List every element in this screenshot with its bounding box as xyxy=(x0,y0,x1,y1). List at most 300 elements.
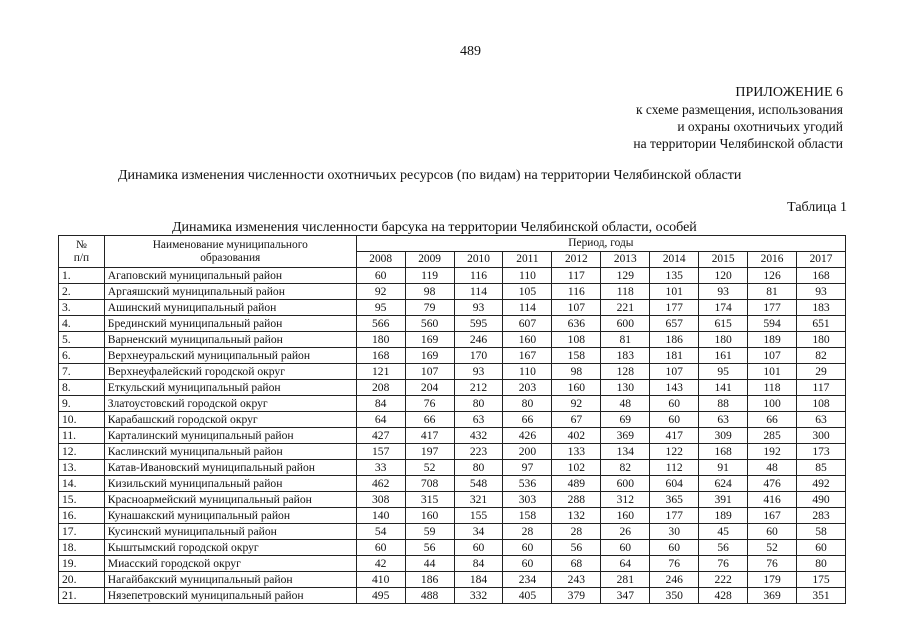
value-cell: 157 xyxy=(356,444,405,460)
value-cell: 283 xyxy=(797,508,846,524)
value-cell: 183 xyxy=(601,348,650,364)
municipality-name: Златоустовский городской округ xyxy=(104,396,356,412)
value-cell: 416 xyxy=(748,492,797,508)
row-number: 13. xyxy=(59,460,105,476)
value-cell: 107 xyxy=(552,300,601,316)
value-cell: 85 xyxy=(797,460,846,476)
value-cell: 76 xyxy=(748,556,797,572)
value-cell: 60 xyxy=(650,540,699,556)
table-row xyxy=(59,508,846,524)
value-cell: 119 xyxy=(405,268,454,284)
table-caption: Динамика изменения численности барсука на территории Челябинской области, особей xyxy=(172,220,697,235)
value-cell: 98 xyxy=(552,364,601,380)
value-cell: 208 xyxy=(356,380,405,396)
value-cell: 76 xyxy=(699,556,748,572)
header-year: 2008 xyxy=(356,252,405,268)
value-cell: 379 xyxy=(552,588,601,604)
header-year: 2010 xyxy=(454,252,503,268)
row-number: 20. xyxy=(59,572,105,588)
value-cell: 624 xyxy=(699,476,748,492)
value-cell: 200 xyxy=(503,444,552,460)
value-cell: 160 xyxy=(601,508,650,524)
value-cell: 134 xyxy=(601,444,650,460)
value-cell: 180 xyxy=(699,332,748,348)
value-cell: 192 xyxy=(748,444,797,460)
value-cell: 203 xyxy=(503,380,552,396)
value-cell: 167 xyxy=(503,348,552,364)
value-cell: 97 xyxy=(503,460,552,476)
municipality-name: Карабашский городской округ xyxy=(104,412,356,428)
value-cell: 60 xyxy=(356,268,405,284)
table-row xyxy=(59,556,846,572)
value-cell: 28 xyxy=(503,524,552,540)
value-cell: 369 xyxy=(748,588,797,604)
value-cell: 52 xyxy=(405,460,454,476)
value-cell: 140 xyxy=(356,508,405,524)
value-cell: 60 xyxy=(503,556,552,572)
value-cell: 63 xyxy=(699,412,748,428)
value-cell: 60 xyxy=(356,540,405,556)
value-cell: 107 xyxy=(405,364,454,380)
municipality-name: Красноармейский муниципальный район xyxy=(104,492,356,508)
row-number: 11. xyxy=(59,428,105,444)
value-cell: 48 xyxy=(601,396,650,412)
value-cell: 93 xyxy=(454,300,503,316)
value-cell: 88 xyxy=(699,396,748,412)
value-cell: 93 xyxy=(454,364,503,380)
value-cell: 126 xyxy=(748,268,797,284)
value-cell: 68 xyxy=(552,556,601,572)
table-row xyxy=(59,444,846,460)
table-label: Таблица 1 xyxy=(787,200,847,215)
value-cell: 615 xyxy=(699,316,748,332)
table-header-row-1 xyxy=(59,236,846,252)
value-cell: 80 xyxy=(503,396,552,412)
value-cell: 107 xyxy=(748,348,797,364)
table-row xyxy=(59,476,846,492)
value-cell: 121 xyxy=(356,364,405,380)
value-cell: 114 xyxy=(503,300,552,316)
value-cell: 160 xyxy=(503,332,552,348)
header-year: 2015 xyxy=(699,252,748,268)
population-table xyxy=(58,235,846,604)
appendix-title: ПРИЛОЖЕНИЕ 6 xyxy=(735,85,843,100)
value-cell: 93 xyxy=(699,284,748,300)
value-cell: 48 xyxy=(748,460,797,476)
header-num-line-1: № xyxy=(75,238,87,251)
value-cell: 197 xyxy=(405,444,454,460)
municipality-name: Нагайбакский муниципальный район xyxy=(104,572,356,588)
value-cell: 60 xyxy=(503,540,552,556)
value-cell: 95 xyxy=(356,300,405,316)
value-cell: 417 xyxy=(650,428,699,444)
value-cell: 141 xyxy=(699,380,748,396)
value-cell: 64 xyxy=(356,412,405,428)
value-cell: 173 xyxy=(797,444,846,460)
value-cell: 427 xyxy=(356,428,405,444)
municipality-name: Брединский муниципальный район xyxy=(104,316,356,332)
row-number: 16. xyxy=(59,508,105,524)
value-cell: 29 xyxy=(797,364,846,380)
value-cell: 80 xyxy=(454,460,503,476)
value-cell: 243 xyxy=(552,572,601,588)
header-name-line-2: образования xyxy=(200,251,261,264)
table-row xyxy=(59,460,846,476)
value-cell: 60 xyxy=(454,540,503,556)
value-cell: 168 xyxy=(699,444,748,460)
value-cell: 118 xyxy=(601,284,650,300)
table-row xyxy=(59,316,846,332)
value-cell: 34 xyxy=(454,524,503,540)
value-cell: 76 xyxy=(405,396,454,412)
value-cell: 708 xyxy=(405,476,454,492)
row-number: 8. xyxy=(59,380,105,396)
header-year: 2014 xyxy=(650,252,699,268)
value-cell: 600 xyxy=(601,316,650,332)
value-cell: 309 xyxy=(699,428,748,444)
value-cell: 288 xyxy=(552,492,601,508)
value-cell: 98 xyxy=(405,284,454,300)
row-number: 2. xyxy=(59,284,105,300)
municipality-name: Кусинский муниципальный район xyxy=(104,524,356,540)
value-cell: 116 xyxy=(454,268,503,284)
value-cell: 101 xyxy=(748,364,797,380)
row-number: 15. xyxy=(59,492,105,508)
value-cell: 91 xyxy=(699,460,748,476)
value-cell: 183 xyxy=(797,300,846,316)
row-number: 6. xyxy=(59,348,105,364)
value-cell: 114 xyxy=(454,284,503,300)
value-cell: 108 xyxy=(797,396,846,412)
value-cell: 26 xyxy=(601,524,650,540)
table-row xyxy=(59,332,846,348)
value-cell: 52 xyxy=(748,540,797,556)
value-cell: 212 xyxy=(454,380,503,396)
value-cell: 101 xyxy=(650,284,699,300)
value-cell: 92 xyxy=(552,396,601,412)
municipality-name: Нязепетровский муниципальный район xyxy=(104,588,356,604)
value-cell: 42 xyxy=(356,556,405,572)
table-row xyxy=(59,364,846,380)
value-cell: 128 xyxy=(601,364,650,380)
value-cell: 129 xyxy=(601,268,650,284)
value-cell: 102 xyxy=(552,460,601,476)
value-cell: 133 xyxy=(552,444,601,460)
value-cell: 391 xyxy=(699,492,748,508)
value-cell: 281 xyxy=(601,572,650,588)
table-row xyxy=(59,540,846,556)
value-cell: 169 xyxy=(405,348,454,364)
header-period: Период, годы xyxy=(356,236,845,252)
value-cell: 44 xyxy=(405,556,454,572)
value-cell: 189 xyxy=(748,332,797,348)
value-cell: 221 xyxy=(601,300,650,316)
value-cell: 428 xyxy=(699,588,748,604)
value-cell: 432 xyxy=(454,428,503,444)
value-cell: 64 xyxy=(601,556,650,572)
value-cell: 369 xyxy=(601,428,650,444)
municipality-name: Варненский муниципальный район xyxy=(104,332,356,348)
value-cell: 158 xyxy=(552,348,601,364)
value-cell: 105 xyxy=(503,284,552,300)
value-cell: 56 xyxy=(699,540,748,556)
municipality-name: Каслинский муниципальный район xyxy=(104,444,356,460)
value-cell: 161 xyxy=(699,348,748,364)
value-cell: 186 xyxy=(650,332,699,348)
value-cell: 351 xyxy=(797,588,846,604)
table-row xyxy=(59,572,846,588)
value-cell: 462 xyxy=(356,476,405,492)
value-cell: 120 xyxy=(699,268,748,284)
header-num xyxy=(59,236,105,268)
value-cell: 490 xyxy=(797,492,846,508)
value-cell: 79 xyxy=(405,300,454,316)
table-row xyxy=(59,588,846,604)
municipality-name: Кунашакский муниципальный район xyxy=(104,508,356,524)
value-cell: 222 xyxy=(699,572,748,588)
value-cell: 223 xyxy=(454,444,503,460)
value-cell: 63 xyxy=(454,412,503,428)
value-cell: 651 xyxy=(797,316,846,332)
value-cell: 84 xyxy=(454,556,503,572)
value-cell: 410 xyxy=(356,572,405,588)
value-cell: 174 xyxy=(699,300,748,316)
value-cell: 76 xyxy=(650,556,699,572)
value-cell: 158 xyxy=(503,508,552,524)
municipality-name: Кизильский муниципальный район xyxy=(104,476,356,492)
value-cell: 303 xyxy=(503,492,552,508)
value-cell: 426 xyxy=(503,428,552,444)
value-cell: 170 xyxy=(454,348,503,364)
value-cell: 54 xyxy=(356,524,405,540)
row-number: 12. xyxy=(59,444,105,460)
value-cell: 107 xyxy=(650,364,699,380)
value-cell: 180 xyxy=(797,332,846,348)
value-cell: 117 xyxy=(552,268,601,284)
municipality-name: Кыштымский городской округ xyxy=(104,540,356,556)
municipality-name: Ашинский муниципальный район xyxy=(104,300,356,316)
table-row xyxy=(59,300,846,316)
value-cell: 492 xyxy=(797,476,846,492)
value-cell: 321 xyxy=(454,492,503,508)
value-cell: 95 xyxy=(699,364,748,380)
value-cell: 135 xyxy=(650,268,699,284)
row-number: 5. xyxy=(59,332,105,348)
value-cell: 594 xyxy=(748,316,797,332)
value-cell: 285 xyxy=(748,428,797,444)
value-cell: 130 xyxy=(601,380,650,396)
row-number: 21. xyxy=(59,588,105,604)
row-number: 18. xyxy=(59,540,105,556)
value-cell: 66 xyxy=(405,412,454,428)
value-cell: 160 xyxy=(552,380,601,396)
value-cell: 300 xyxy=(797,428,846,444)
municipality-name: Агаповский муниципальный район xyxy=(104,268,356,284)
value-cell: 82 xyxy=(601,460,650,476)
value-cell: 365 xyxy=(650,492,699,508)
appendix-line-2: и охраны охотничьих угодий xyxy=(677,119,843,134)
table-row xyxy=(59,492,846,508)
appendix-line-3: на территории Челябинской области xyxy=(633,136,843,151)
header-year: 2013 xyxy=(601,252,650,268)
value-cell: 160 xyxy=(405,508,454,524)
value-cell: 595 xyxy=(454,316,503,332)
value-cell: 80 xyxy=(454,396,503,412)
value-cell: 66 xyxy=(748,412,797,428)
value-cell: 84 xyxy=(356,396,405,412)
value-cell: 177 xyxy=(650,508,699,524)
value-cell: 116 xyxy=(552,284,601,300)
row-number: 7. xyxy=(59,364,105,380)
value-cell: 600 xyxy=(601,476,650,492)
municipality-name: Карталинский муниципальный район xyxy=(104,428,356,444)
value-cell: 112 xyxy=(650,460,699,476)
municipality-name: Верхнеуфалейский городской округ xyxy=(104,364,356,380)
value-cell: 636 xyxy=(552,316,601,332)
value-cell: 607 xyxy=(503,316,552,332)
value-cell: 168 xyxy=(356,348,405,364)
municipality-name: Аргаяшский муниципальный район xyxy=(104,284,356,300)
value-cell: 184 xyxy=(454,572,503,588)
value-cell: 45 xyxy=(699,524,748,540)
value-cell: 181 xyxy=(650,348,699,364)
value-cell: 560 xyxy=(405,316,454,332)
value-cell: 495 xyxy=(356,588,405,604)
value-cell: 177 xyxy=(748,300,797,316)
value-cell: 122 xyxy=(650,444,699,460)
row-number: 9. xyxy=(59,396,105,412)
header-year: 2009 xyxy=(405,252,454,268)
value-cell: 60 xyxy=(650,412,699,428)
value-cell: 63 xyxy=(797,412,846,428)
value-cell: 350 xyxy=(650,588,699,604)
value-cell: 108 xyxy=(552,332,601,348)
value-cell: 347 xyxy=(601,588,650,604)
value-cell: 417 xyxy=(405,428,454,444)
municipality-name: Катав-Ивановский муниципальный район xyxy=(104,460,356,476)
value-cell: 402 xyxy=(552,428,601,444)
value-cell: 657 xyxy=(650,316,699,332)
header-name-line-1: Наименование муниципального xyxy=(152,238,308,251)
value-cell: 66 xyxy=(503,412,552,428)
table-row xyxy=(59,396,846,412)
value-cell: 246 xyxy=(454,332,503,348)
value-cell: 143 xyxy=(650,380,699,396)
value-cell: 189 xyxy=(699,508,748,524)
header-year: 2016 xyxy=(748,252,797,268)
header-name xyxy=(104,236,356,268)
value-cell: 312 xyxy=(601,492,650,508)
row-number: 19. xyxy=(59,556,105,572)
table-row xyxy=(59,284,846,300)
row-number: 3. xyxy=(59,300,105,316)
value-cell: 175 xyxy=(797,572,846,588)
value-cell: 604 xyxy=(650,476,699,492)
table-row xyxy=(59,412,846,428)
table-row xyxy=(59,380,846,396)
value-cell: 234 xyxy=(503,572,552,588)
value-cell: 59 xyxy=(405,524,454,540)
header-year: 2017 xyxy=(797,252,846,268)
appendix-line-1: к схеме размещения, использования xyxy=(635,102,843,117)
value-cell: 167 xyxy=(748,508,797,524)
value-cell: 308 xyxy=(356,492,405,508)
value-cell: 488 xyxy=(405,588,454,604)
value-cell: 60 xyxy=(748,524,797,540)
value-cell: 30 xyxy=(650,524,699,540)
value-cell: 110 xyxy=(503,268,552,284)
document-heading: Динамика изменения численности охотничьих ресурсов (по видам) на территории Челябинской области xyxy=(118,168,742,183)
value-cell: 56 xyxy=(405,540,454,556)
value-cell: 81 xyxy=(601,332,650,348)
value-cell: 69 xyxy=(601,412,650,428)
appendix-block xyxy=(483,84,843,152)
value-cell: 169 xyxy=(405,332,454,348)
value-cell: 246 xyxy=(650,572,699,588)
value-cell: 82 xyxy=(797,348,846,364)
value-cell: 110 xyxy=(503,364,552,380)
value-cell: 81 xyxy=(748,284,797,300)
row-number: 10. xyxy=(59,412,105,428)
table-row xyxy=(59,268,846,284)
value-cell: 56 xyxy=(552,540,601,556)
value-cell: 566 xyxy=(356,316,405,332)
page-number: 489 xyxy=(460,44,481,59)
header-year: 2011 xyxy=(503,252,552,268)
value-cell: 117 xyxy=(797,380,846,396)
value-cell: 80 xyxy=(797,556,846,572)
value-cell: 60 xyxy=(601,540,650,556)
row-number: 14. xyxy=(59,476,105,492)
value-cell: 204 xyxy=(405,380,454,396)
value-cell: 93 xyxy=(797,284,846,300)
value-cell: 92 xyxy=(356,284,405,300)
value-cell: 405 xyxy=(503,588,552,604)
value-cell: 33 xyxy=(356,460,405,476)
value-cell: 177 xyxy=(650,300,699,316)
table-row xyxy=(59,428,846,444)
value-cell: 118 xyxy=(748,380,797,396)
row-number: 1. xyxy=(59,268,105,284)
value-cell: 60 xyxy=(650,396,699,412)
table-row xyxy=(59,348,846,364)
value-cell: 60 xyxy=(797,540,846,556)
value-cell: 67 xyxy=(552,412,601,428)
value-cell: 332 xyxy=(454,588,503,604)
municipality-name: Еткульский муниципальный район xyxy=(104,380,356,396)
value-cell: 132 xyxy=(552,508,601,524)
value-cell: 179 xyxy=(748,572,797,588)
value-cell: 548 xyxy=(454,476,503,492)
header-year: 2012 xyxy=(552,252,601,268)
header-num-line-2: п/п xyxy=(73,251,90,264)
value-cell: 100 xyxy=(748,396,797,412)
value-cell: 168 xyxy=(797,268,846,284)
value-cell: 476 xyxy=(748,476,797,492)
row-number: 4. xyxy=(59,316,105,332)
value-cell: 58 xyxy=(797,524,846,540)
row-number: 17. xyxy=(59,524,105,540)
value-cell: 186 xyxy=(405,572,454,588)
municipality-name: Миасский городской округ xyxy=(104,556,356,572)
value-cell: 489 xyxy=(552,476,601,492)
value-cell: 180 xyxy=(356,332,405,348)
value-cell: 536 xyxy=(503,476,552,492)
value-cell: 155 xyxy=(454,508,503,524)
value-cell: 315 xyxy=(405,492,454,508)
table-row xyxy=(59,524,846,540)
table-body xyxy=(59,268,846,604)
